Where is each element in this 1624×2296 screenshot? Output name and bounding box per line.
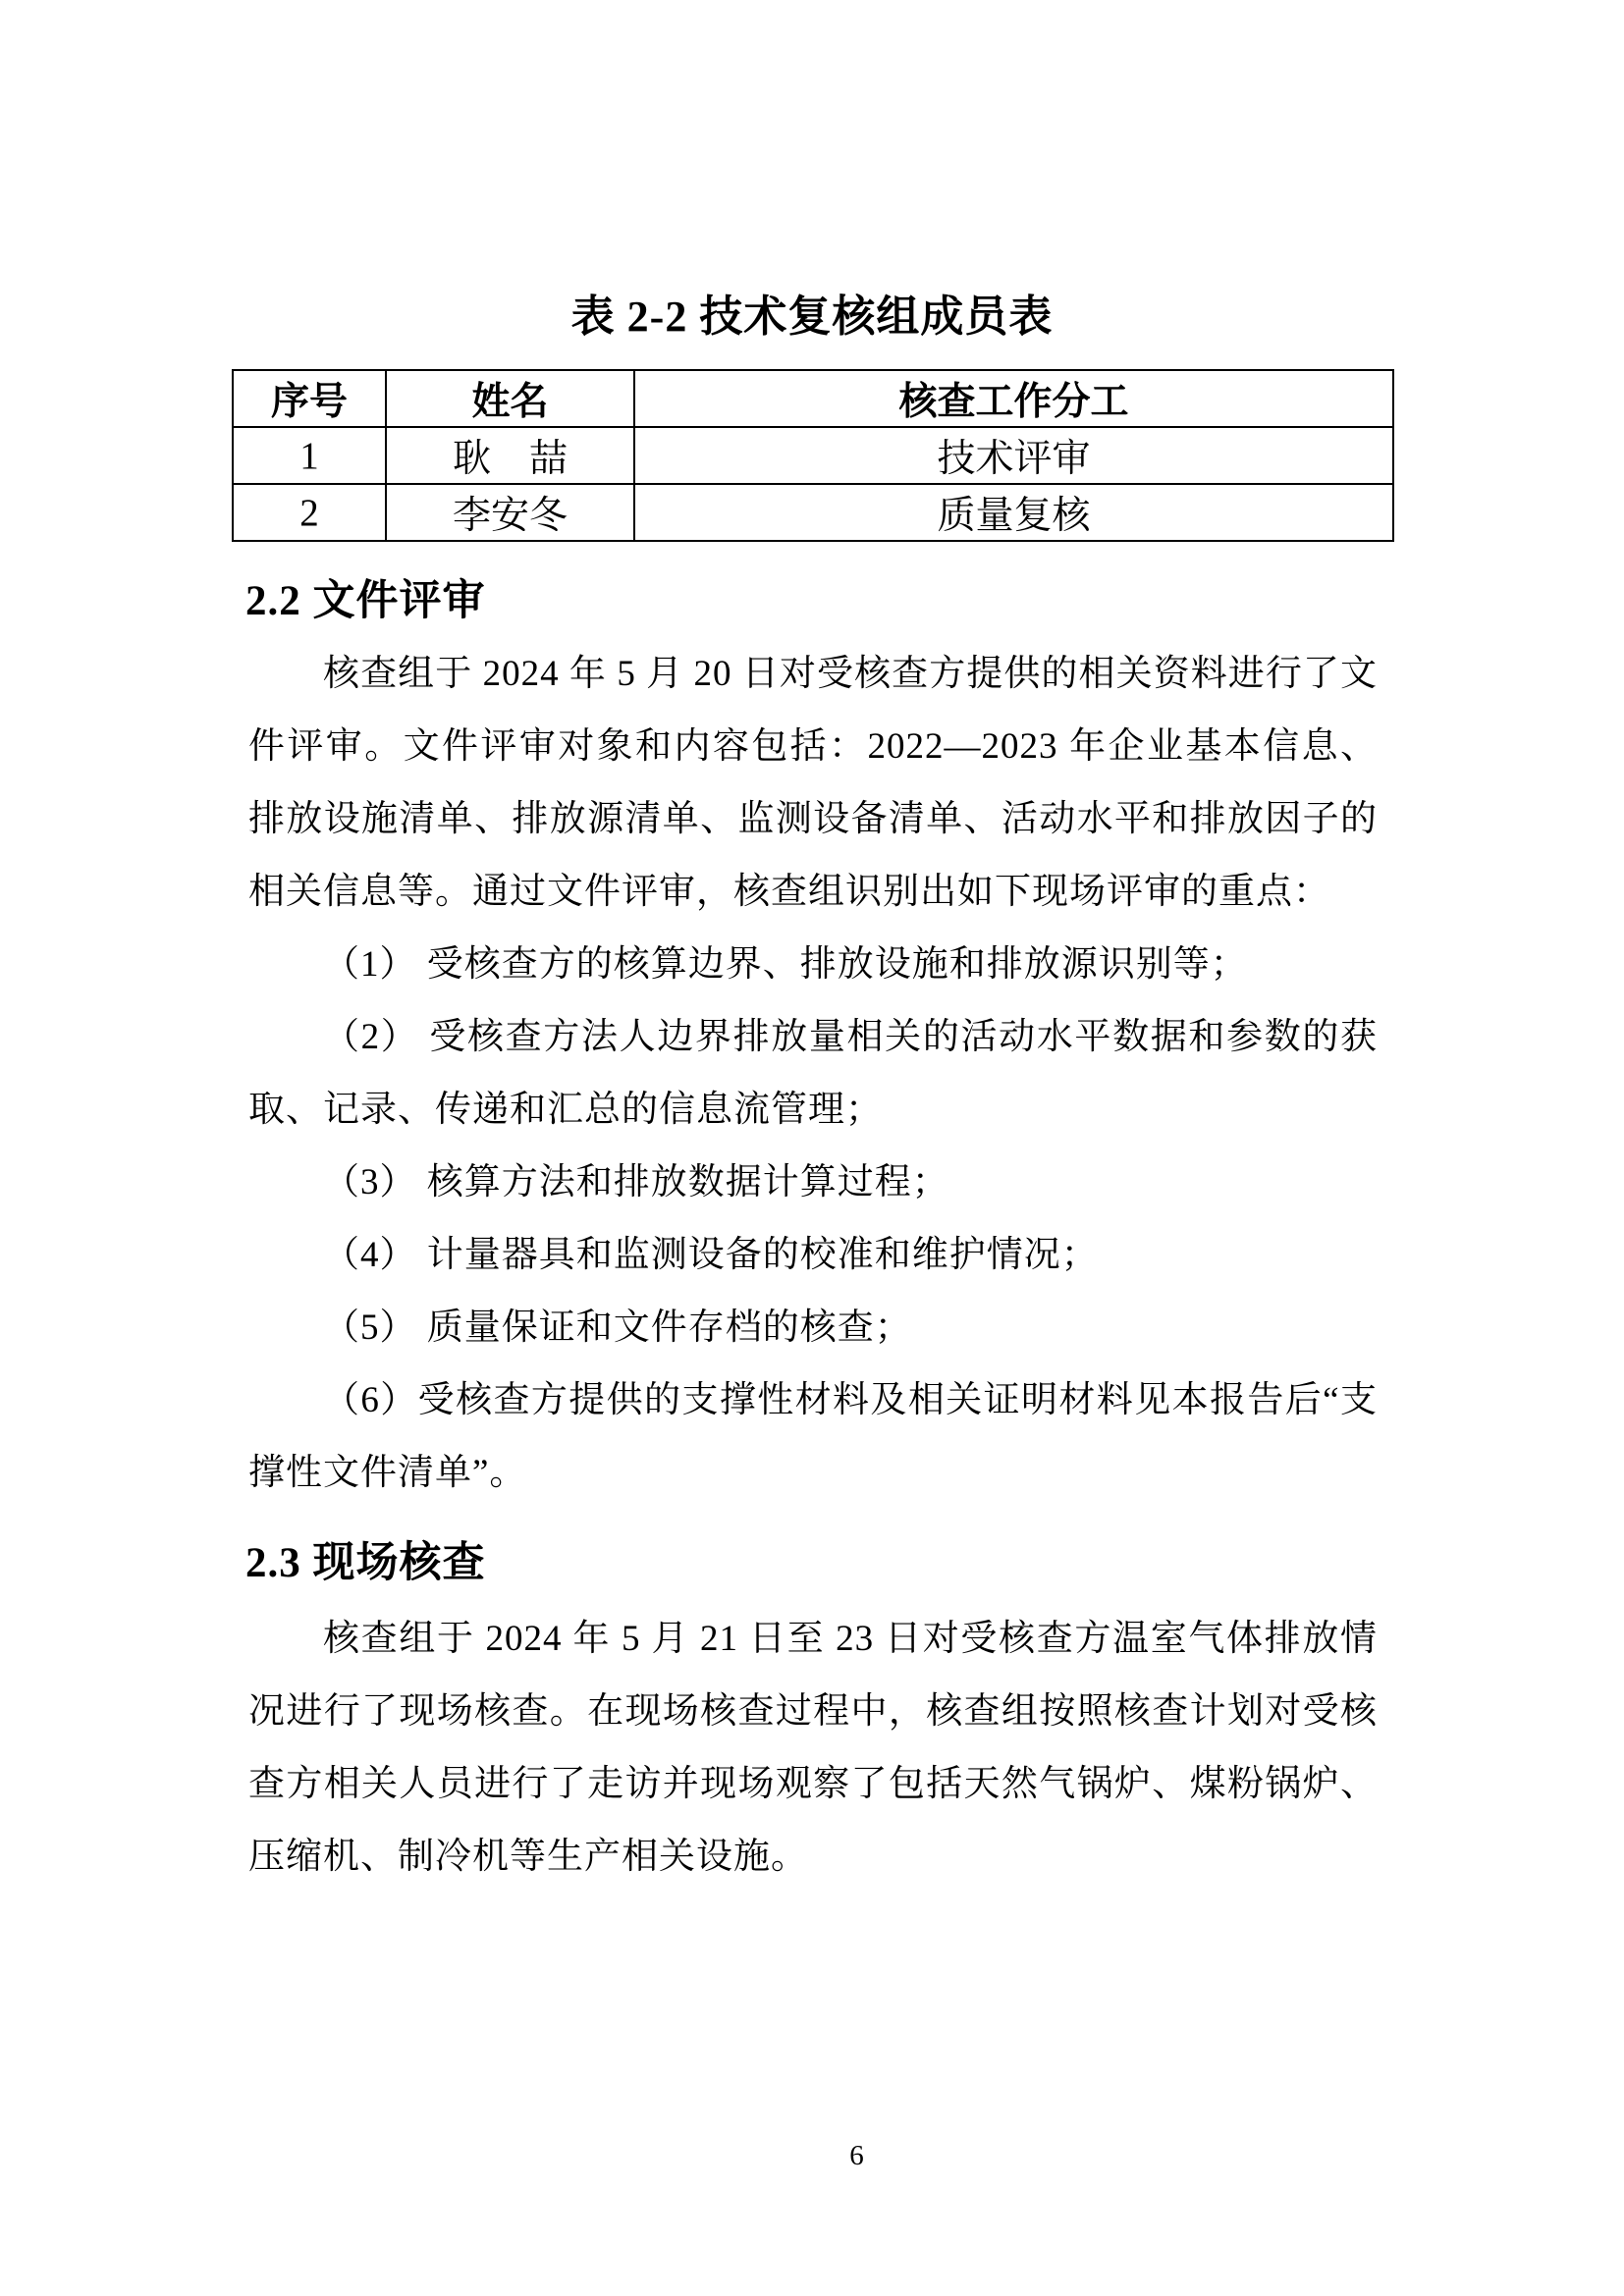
table-row [233,484,1393,541]
text-line: 件评审。文件评审对象和内容包括：2022—2023 年企业基本信息、 [248,726,1378,767]
section-heading-2-3: 2.3 现场核查 [245,1540,486,1586]
text-line: 相关信息等。通过文件评审，核查组识别出如下现场评审的重点： [248,872,1330,912]
column-header-name: 姓名 [386,370,634,427]
list-item: （1） 受核查方的核算边界、排放设施和排放源识别等； [323,944,1248,985]
list-item: （6）受核查方提供的支撑性材料及相关证明材料见本报告后“支 [323,1380,1378,1420]
list-item-continuation: 取、记录、传递和汇总的信息流管理； [248,1090,883,1130]
table-header-row [233,370,1393,427]
list-item: （2） 受核查方法人边界排放量相关的活动水平数据和参数的获 [323,1017,1378,1057]
page-number: 6 [849,2140,864,2171]
review-focus-list [248,929,1378,1510]
list-item: （5） 质量保证和文件存档的核查； [323,1308,912,1348]
members-table [232,369,1392,542]
text-line: 排放设施清单、排放源清单、监测设备清单、活动水平和排放因子的 [248,799,1378,839]
text-line: 核查组于 2024 年 5 月 20 日对受核查方提供的相关资料进行了文 [323,654,1378,694]
cell-name: 耿 喆 [386,427,634,484]
paragraph-site-verification [248,1603,1378,1894]
cell-name: 李安冬 [386,484,634,541]
column-header-index: 序号 [233,370,386,427]
text-line: 压缩机、制冷机等生产相关设施。 [248,1837,808,1877]
text-line: 核查组于 2024 年 5 月 21 日至 23 日对受核查方温室气体排放情 [323,1619,1378,1659]
list-item: （3） 核算方法和排放数据计算过程； [323,1162,949,1202]
cell-index: 1 [233,427,386,484]
paragraph-document-review [248,638,1378,929]
text-line: 况进行了现场核查。在现场核查过程中，核查组按照核查计划对受核 [248,1691,1378,1732]
text-line: 查方相关人员进行了走访并现场观察了包括天然气锅炉、煤粉锅炉、 [248,1764,1378,1804]
list-item-continuation: 撑性文件清单”。 [248,1453,527,1493]
list-item: （4） 计量器具和监测设备的校准和维护情况； [323,1235,1099,1275]
cell-role: 质量复核 [634,484,1393,541]
cell-index: 2 [233,484,386,541]
section-heading-2-2: 2.2 文件评审 [245,578,486,624]
column-header-role: 核查工作分工 [634,370,1393,427]
cell-role: 技术评审 [634,427,1393,484]
table-caption: 表 2-2 技术复核组成员表 [570,293,1054,341]
table-row [233,427,1393,484]
